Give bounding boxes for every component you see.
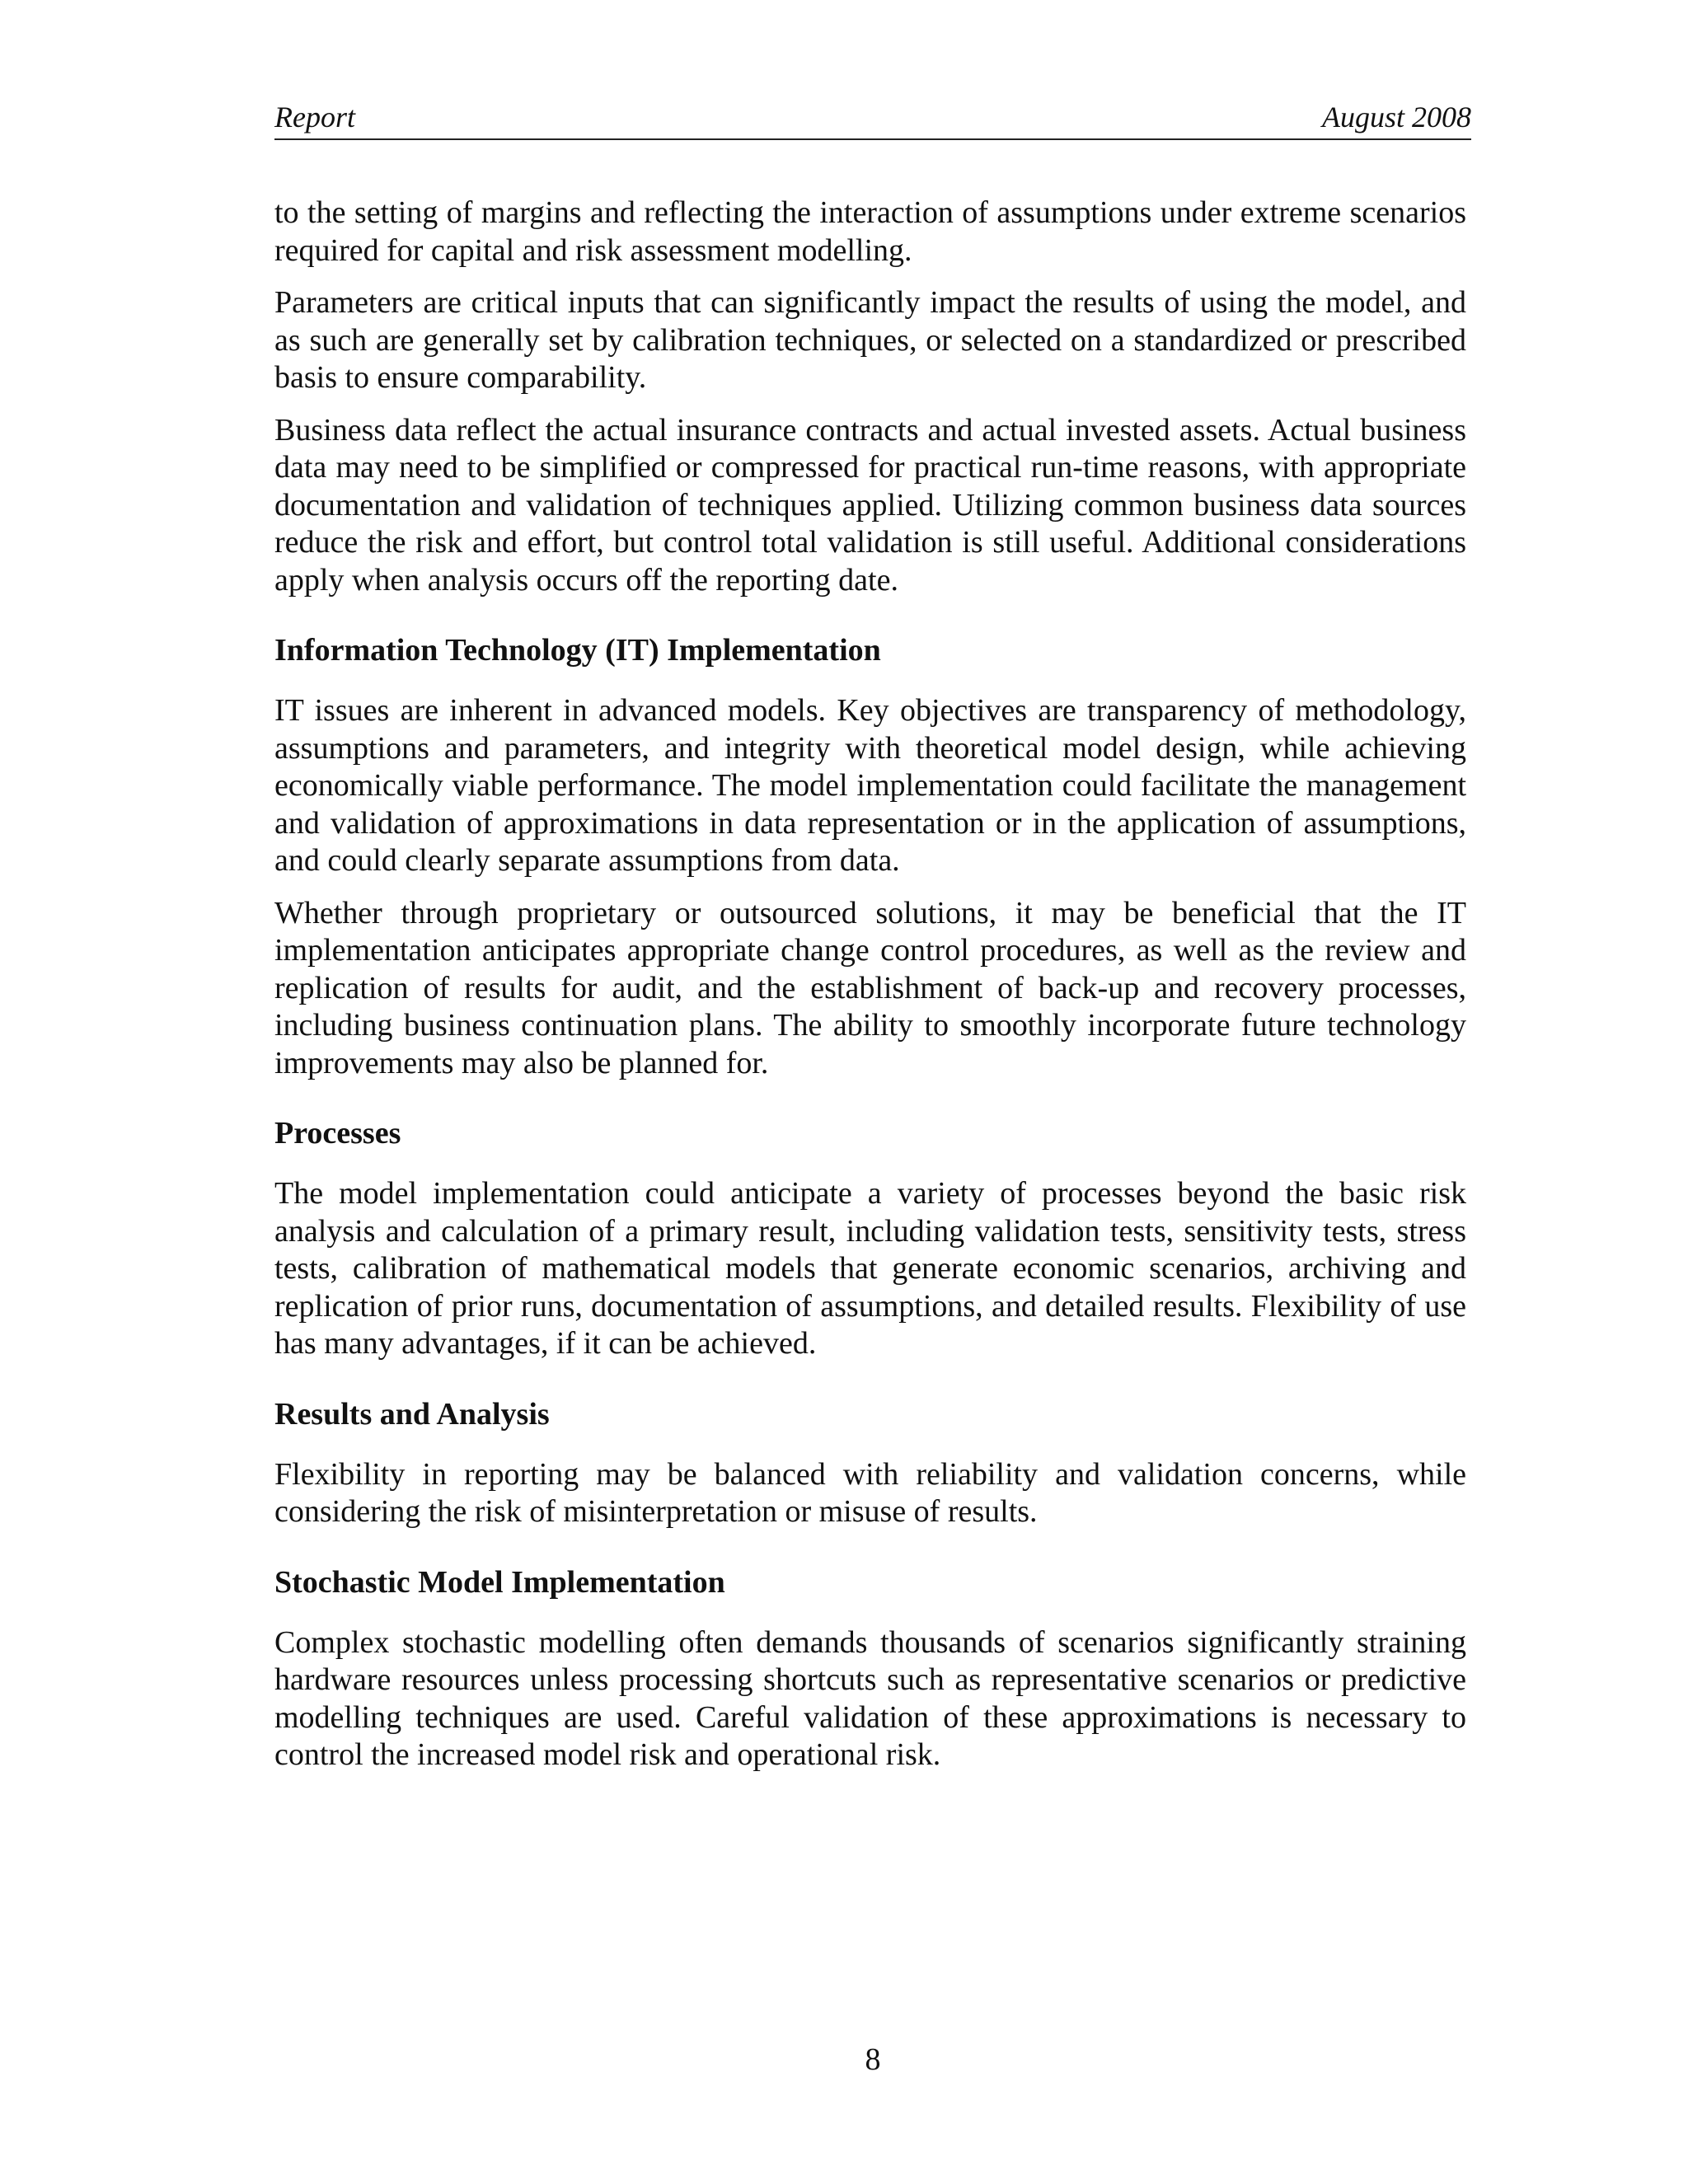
page-header xyxy=(274,97,1471,140)
paragraph-margins-continuation: to the setting of margins and reflecting the interaction of assumptions under extreme scenarios required for capital and risk assessment modelling. xyxy=(274,195,1466,268)
page-number: 8 xyxy=(865,2042,881,2077)
paragraph-results: Flexibility in reporting may be balanced with reliability and validation concerns, while considering the risk of misinterpretation or misuse of results. xyxy=(274,1456,1466,1529)
paragraph-parameters: Parameters are critical inputs that can significantly impact the results of using the model, and as such are generally set by calibration techniques, or selected on a standardized or prescribed basis to ensure comparability. xyxy=(274,285,1466,395)
heading-stochastic-model: Stochastic Model Implementation xyxy=(274,1564,725,1600)
header-report-label: Report xyxy=(274,101,355,134)
paragraph-it-solutions: Whether through proprietary or outsourced solutions, it may be beneficial that the IT implementation anticipates appropriate change control procedures, as well as the review and replication of results for audit, and the establishment of back-up and recovery processes, including business continuation plans. The ability to smoothly incorporate future technology improvements may also be planned for. xyxy=(274,895,1466,1080)
header-date: August 2008 xyxy=(1321,101,1471,134)
paragraph-processes: The model implementation could anticipate a variety of processes beyond the basic risk analysis and calculation of a primary result, including validation tests, sensitivity tests, stress tests, calibration of mathematical models that generate economic scenarios, archiving and replication of prior runs, documentation of assumptions, and detailed results. Flexibility of use has many advantages, if it can be achieved. xyxy=(274,1176,1466,1361)
paragraph-it-issues: IT issues are inherent in advanced models. Key objectives are transparency of methodology, assumptions and parameters, and integrity with theoretical model design, while achieving economically viable performance. The model implementation could facilitate the management and validation of approximations in data representation or in the application of assumptions, and could clearly separate assumptions from data. xyxy=(274,693,1466,878)
heading-results-analysis: Results and Analysis xyxy=(274,1396,550,1432)
paragraph-business-data: Business data reflect the actual insurance contracts and actual invested assets. Actual business data may need to be simplified or compressed for practical run-time reasons, with appropriate documentation and validation of techniques applied. Utilizing common business data sources reduce the risk and effort, but control total validation is still useful. Additional considerations apply when analysis occurs off the reporting date. xyxy=(274,412,1466,598)
heading-it-implementation: Information Technology (IT) Implementation xyxy=(274,633,881,668)
document-page xyxy=(274,0,1471,2184)
page-body xyxy=(274,194,1466,1789)
paragraph-stochastic: Complex stochastic modelling often demands thousands of scenarios significantly straining hardware resources unless processing shortcuts such as representative scenarios or predictive modelling techniques are used. Careful validation of these approximations is necessary to control the increased model risk and operational risk. xyxy=(274,1624,1466,1772)
heading-processes: Processes xyxy=(274,1116,401,1151)
